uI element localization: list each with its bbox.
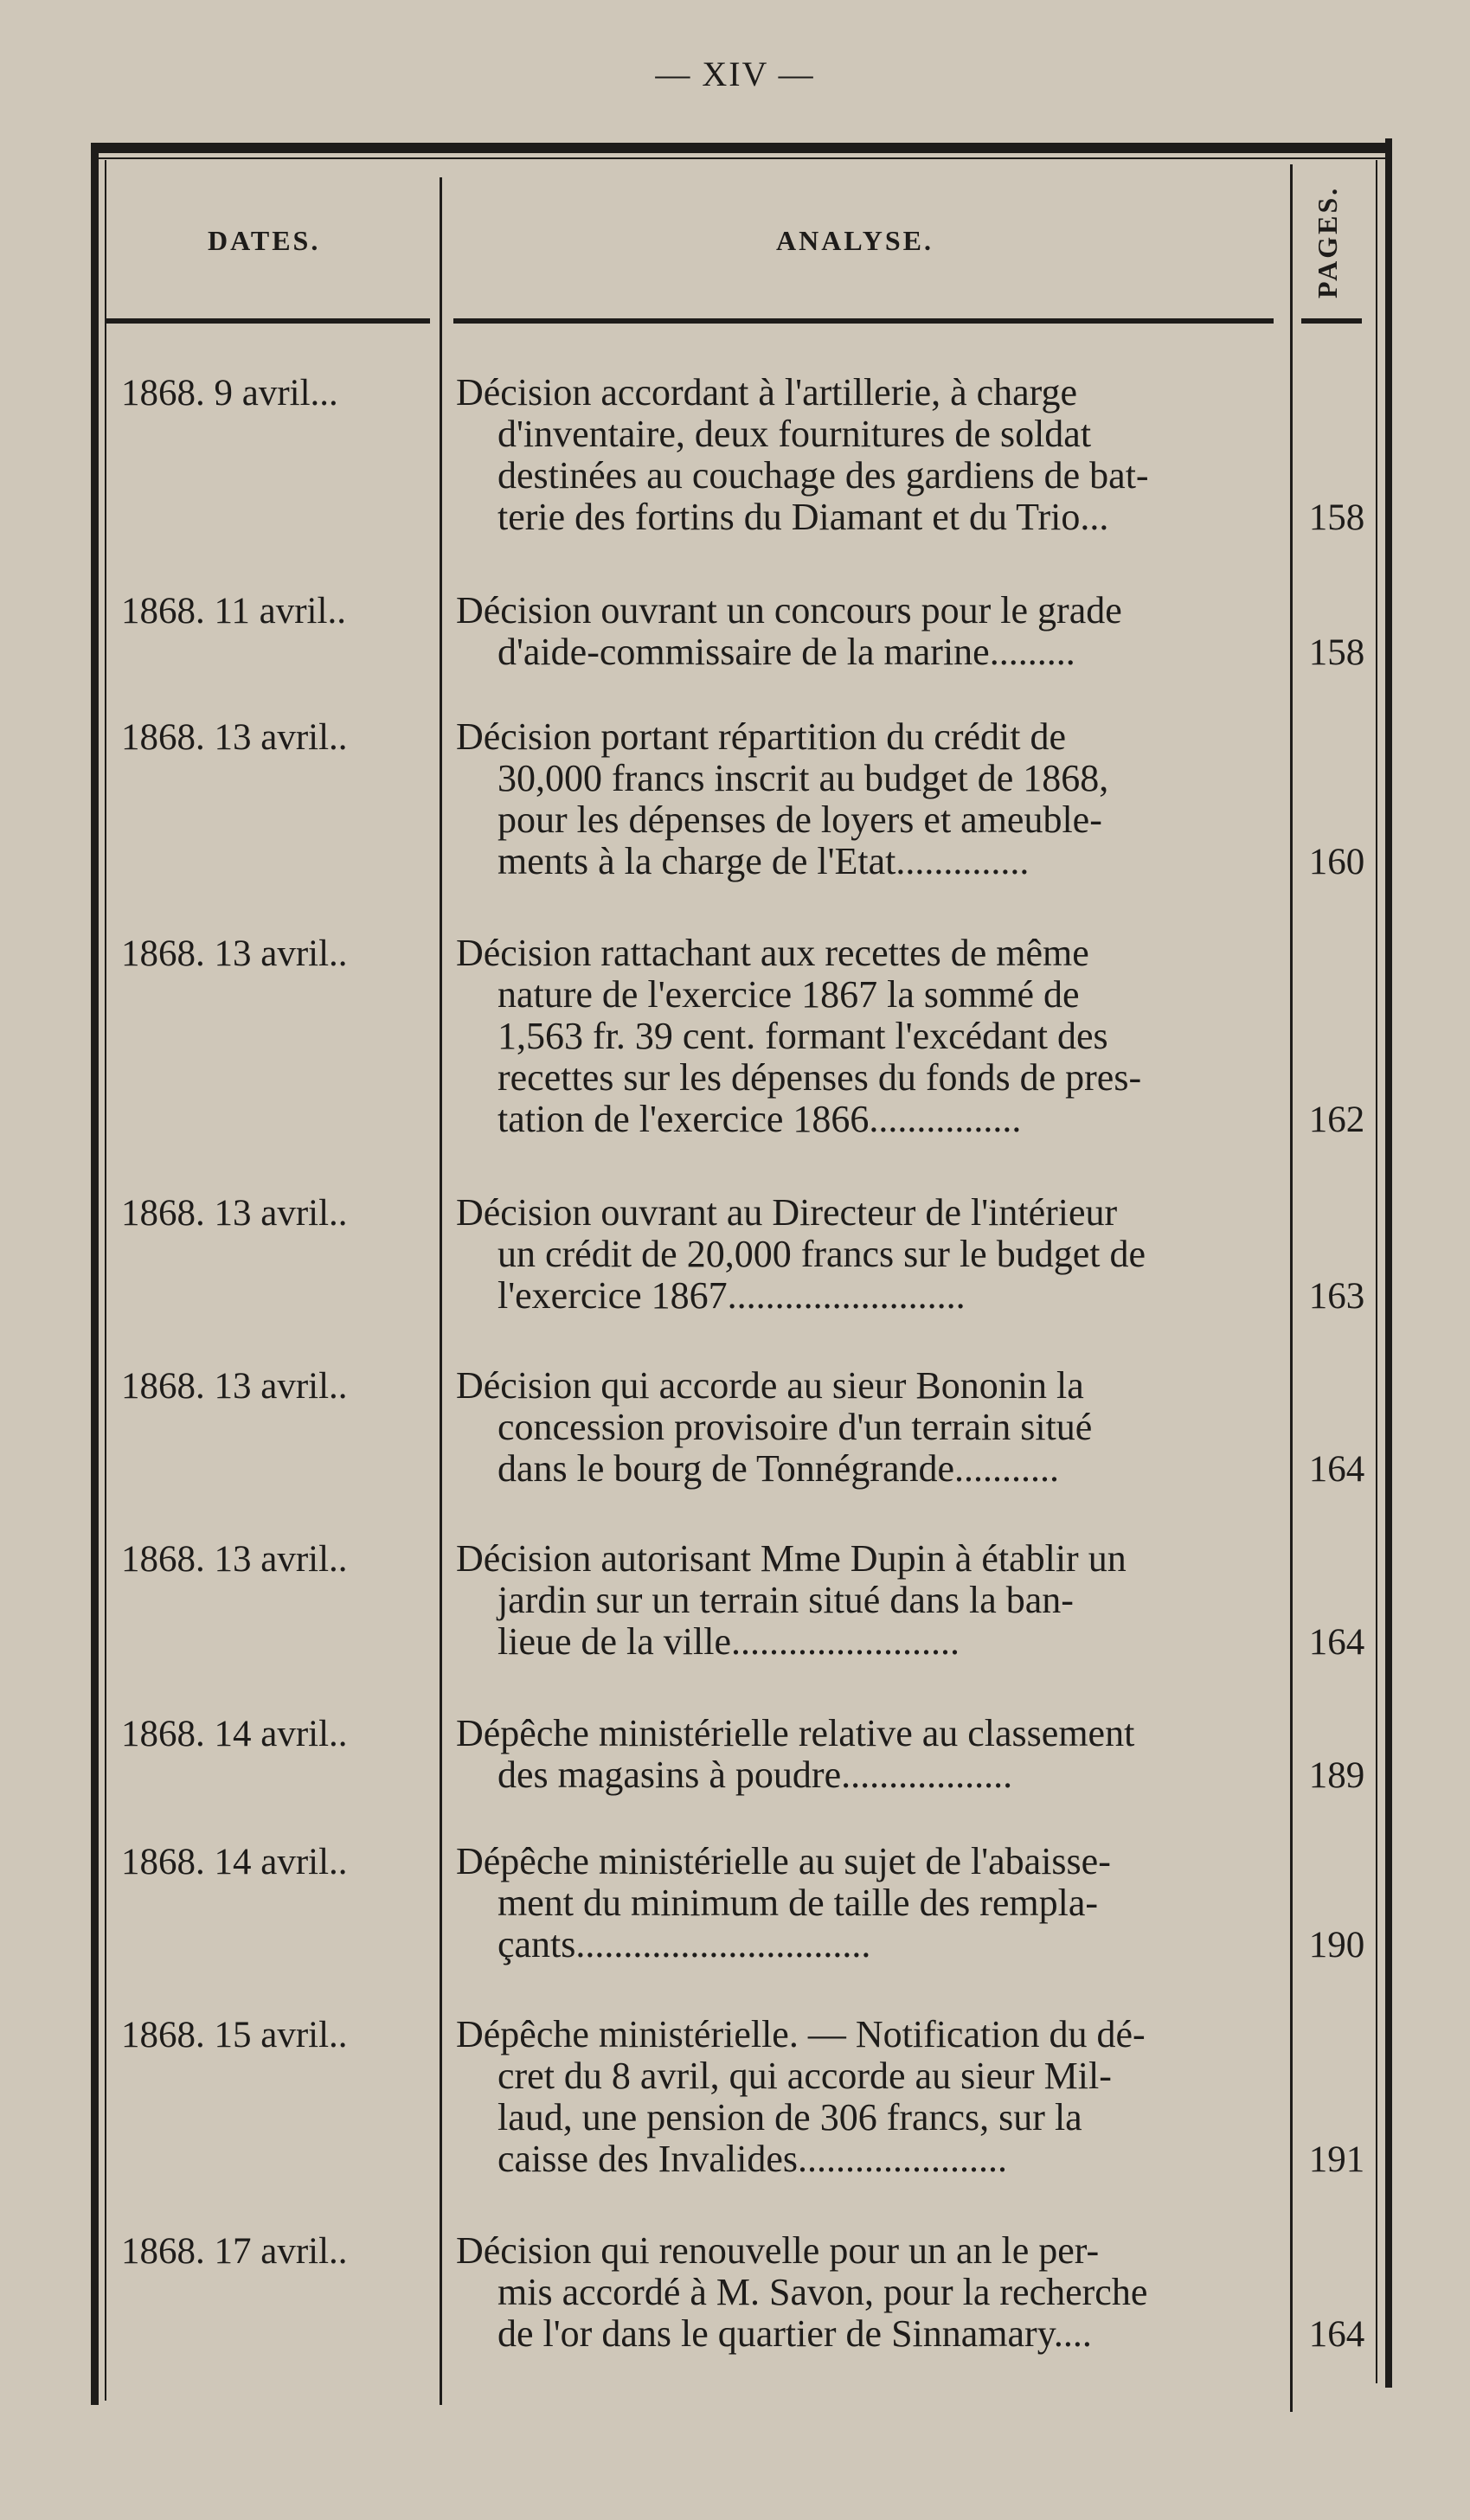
analyse-line: de l'or dans le quartier de Sinnamary.... — [497, 2312, 1092, 2355]
entry-analyse — [456, 1365, 1274, 1490]
entry-date: 1868. 17 avril.. — [121, 2231, 348, 2272]
entry-analyse — [456, 933, 1274, 1140]
analyse-line: laud, une pension de 306 francs, sur la — [497, 2096, 1082, 2138]
entry-analyse — [456, 2230, 1274, 2355]
analyse-line: l'exercice 1867......................... — [497, 1274, 966, 1317]
column-header-pages: PAGES. — [1312, 185, 1343, 298]
entry-date: 1868. 11 avril.. — [121, 591, 346, 632]
frame-left-rule — [91, 145, 99, 2405]
analyse-line: nature de l'exercice 1867 la sommé de — [497, 973, 1080, 1016]
analyse-line: Décision qui renouvelle pour un an le per- — [456, 2229, 1100, 2272]
entry-page-number: 164 — [1308, 2314, 1365, 2355]
entry-page-number: 164 — [1308, 1449, 1365, 1490]
analyse-line: cret du 8 avril, qui accorde au sieur Mil- — [497, 2055, 1112, 2097]
entry-analyse — [456, 590, 1274, 673]
column-header-analyse: ANALYSE. — [776, 225, 934, 256]
analyse-line: Décision autorisant Mme Dupin à établir un — [456, 1537, 1127, 1580]
page-folio: — XIV — — [655, 55, 815, 93]
analyse-line: Dépêche ministérielle au sujet de l'abaisse- — [456, 1840, 1111, 1882]
analyse-line: terie des fortins du Diamant et du Trio... — [497, 496, 1109, 538]
column-divider-pages — [1290, 164, 1293, 2412]
entry-date: 1868. 13 avril.. — [121, 1366, 348, 1407]
analyse-line: concession provisoire d'un terrain situé — [497, 1406, 1093, 1448]
analyse-line: un crédit de 20,000 francs sur le budget de — [497, 1233, 1146, 1275]
entry-date: 1868. 9 avril... — [121, 373, 338, 414]
entry-date: 1868. 13 avril.. — [121, 717, 348, 758]
analyse-line: Dépêche ministérielle relative au classement — [456, 1712, 1135, 1754]
analyse-line: destinées au couchage des gardiens de bat- — [497, 454, 1149, 497]
analyse-line: Décision rattachant aux recettes de même — [456, 932, 1089, 974]
analyse-line: tation de l'exercice 1866................ — [497, 1098, 1022, 1140]
header-rule-analyse — [453, 318, 1274, 324]
entry-date: 1868. 14 avril.. — [121, 1842, 348, 1882]
entry-page-number: 190 — [1308, 1925, 1365, 1965]
entry-page-number: 162 — [1308, 1100, 1365, 1140]
frame-top-rule-thin — [91, 157, 1389, 159]
analyse-line: dans le bourg de Tonnégrande........... — [497, 1447, 1060, 1490]
entry-analyse — [456, 716, 1274, 882]
entry-date: 1868. 13 avril.. — [121, 1539, 348, 1580]
frame-right-rule-inner — [1376, 160, 1377, 2383]
entry-page-number: 189 — [1308, 1755, 1365, 1796]
analyse-line: pour les dépenses de loyers et ameuble- — [497, 798, 1102, 841]
analyse-line: Décision accordant à l'artillerie, à charge — [456, 371, 1078, 414]
entry-analyse — [456, 1713, 1274, 1796]
entry-analyse — [456, 1538, 1274, 1663]
entry-analyse — [456, 372, 1274, 538]
entry-page-number: 164 — [1308, 1622, 1365, 1663]
entry-date: 1868. 13 avril.. — [121, 933, 348, 974]
entry-page-number: 160 — [1308, 842, 1365, 882]
entry-page-number: 158 — [1308, 632, 1365, 673]
entry-analyse — [456, 2014, 1274, 2180]
analyse-line: Décision portant répartition du crédit de — [456, 715, 1066, 758]
analyse-line: Décision ouvrant au Directeur de l'intérieur — [456, 1191, 1118, 1234]
analyse-line: recettes sur les dépenses du fonds de pres- — [497, 1056, 1142, 1099]
analyse-line: Décision qui accorde au sieur Bononin la — [456, 1364, 1084, 1407]
entry-page-number: 191 — [1308, 2139, 1365, 2180]
analyse-line: mis accordé à M. Savon, pour la recherche — [497, 2271, 1148, 2313]
analyse-line: 30,000 francs inscrit au budget de 1868, — [497, 757, 1109, 799]
analyse-line: d'aide-commissaire de la marine......... — [497, 631, 1075, 673]
analyse-line: lieue de la ville........................ — [497, 1620, 960, 1663]
entry-page-number: 163 — [1308, 1276, 1365, 1317]
entry-analyse — [456, 1192, 1274, 1317]
column-divider-dates — [440, 177, 442, 2405]
analyse-line: ment du minimum de taille des rempla- — [497, 1882, 1099, 1924]
entry-analyse — [456, 1841, 1274, 1965]
column-header-dates: DATES. — [208, 225, 321, 256]
analyse-line: Décision ouvrant un concours pour le grade — [456, 589, 1122, 632]
analyse-line: ments à la charge de l'Etat.............. — [497, 840, 1030, 882]
entry-date: 1868. 15 avril.. — [121, 2015, 348, 2055]
frame-top-rule — [91, 143, 1389, 153]
entry-page-number: 158 — [1308, 497, 1365, 538]
header-rule-pages — [1301, 318, 1362, 324]
analyse-line: 1,563 fr. 39 cent. formant l'excédant des — [497, 1015, 1108, 1057]
analyse-line: caisse des Invalides...................... — [497, 2138, 1007, 2180]
analyse-line: des magasins à poudre.................. — [497, 1754, 1013, 1796]
analyse-line: jardin sur un terrain situé dans la ban- — [497, 1579, 1074, 1621]
analyse-line: Dépêche ministérielle. — Notification du dé- — [456, 2013, 1146, 2055]
entry-date: 1868. 13 avril.. — [121, 1193, 348, 1234]
frame-left-rule-inner — [105, 160, 106, 2401]
frame-right-rule — [1385, 138, 1392, 2388]
entry-date: 1868. 14 avril.. — [121, 1714, 348, 1754]
analyse-line: çants............................... — [497, 1923, 871, 1965]
analyse-line: d'inventaire, deux fournitures de soldat — [497, 413, 1092, 455]
header-rule-dates — [106, 318, 430, 324]
